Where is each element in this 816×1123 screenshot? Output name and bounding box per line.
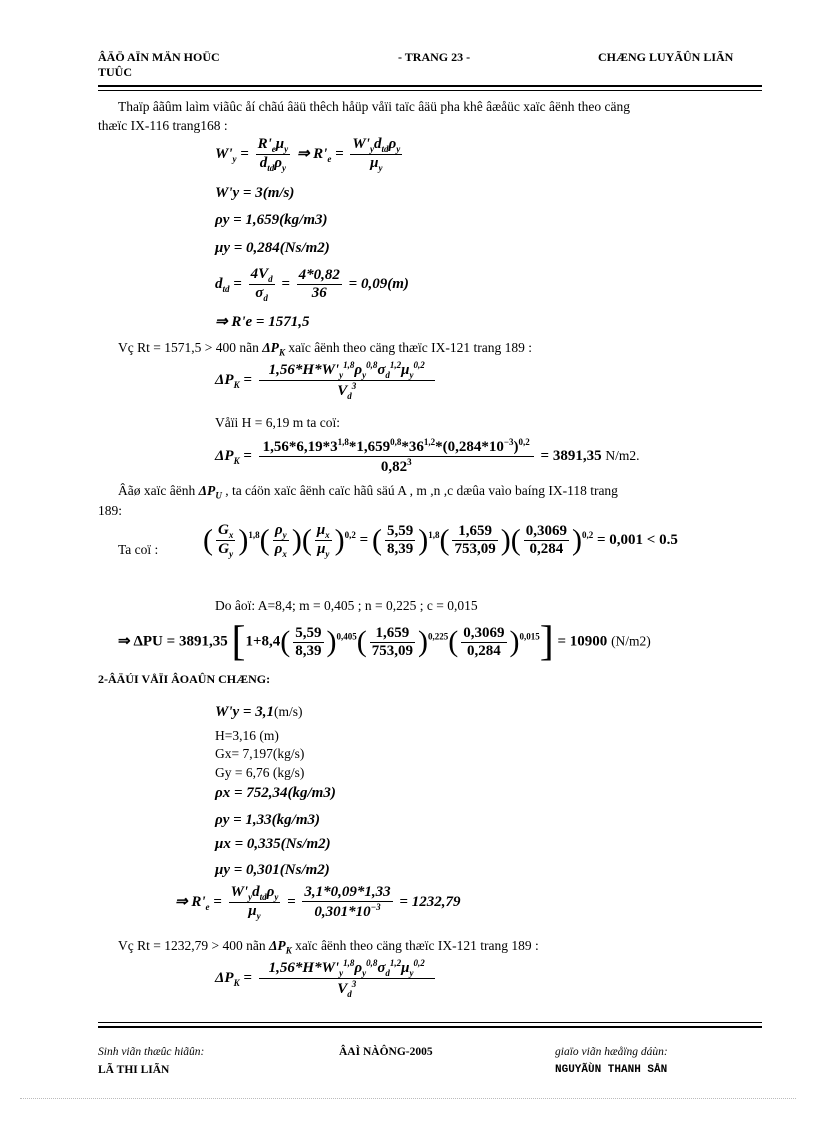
header-page-number: - TRANG 23 - [398, 50, 471, 64]
header-rule-thin [98, 90, 762, 91]
equation-dpu: ⇒ ΔPU = 3891,35 [1+8,4( $\frac{5,59}{8,39}$ )$^{0,405}$( $\frac{1,659}{753,09}$ )$^{0,225}$( $\frac{0,3069}{0,284}$ )$^{0,015}$] = 10900 (N/m2) [118, 619, 651, 665]
paragraph-2-a: Âãø xaïc âënh [118, 483, 196, 498]
equation-dpk-formula-2: $\Delta P_K$ = $\frac{1,56*H*W'_y^{1,8}\rho_y^{0,8}\sigma_d^{1,2}\mu_y^{0,2}}{V_d^3}$ [215, 958, 438, 999]
header-rule [98, 85, 762, 87]
reynolds-check-1: Vç Rt = 1571,5 > 400 nãn $\Delta P_K$ xaïc âënh theo cäng thæïc IX-121 trang 189 : [118, 340, 533, 358]
height-given-1: Våïi H = 6,19 m ta coï: [215, 415, 340, 430]
equation-wy-re: $W'_y$ = $\frac{R'_e\mu_y}{d_{td}\rho_y}$ ⇒ $R'_e$ = $\frac{W'_yd_{td}\rho_y}{\mu_y}$ [215, 136, 401, 173]
reynolds-check-2-text-b: xaïc âënh theo cäng thæïc IX-121 trang 189 : [295, 938, 539, 953]
mux2-value: μx = 0,335(Ns/m2) [215, 836, 331, 852]
we-have-label: Ta coï : [118, 542, 159, 557]
equation-dpu-lhs: ⇒ ΔPU = 3891,35 [118, 633, 228, 650]
paragraph-2-b: , ta cáön xaïc âënh caïc hãû säú A , m ,n ,c dæûa vaìo baíng IX-118 trang [225, 483, 618, 498]
paragraph-1: Thaïp âãûm laìm viãûc åí chãú âäü thêch håüp våïi taïc âäü pha khê âæåüc xaïc âënh theo cäng [118, 99, 631, 114]
header-right: CHÆNG LUYÃÛN LIÃN [598, 50, 734, 64]
equation-dpu-unit: (N/m2) [611, 633, 651, 649]
footer-teacher-label: giaïo viãn hæåïng dáùn: [555, 1046, 668, 1058]
paragraph-2: Âãø xaïc âënh $\Delta P_U$ , ta cáön xaïc âënh caïc hãû säú A , m ,n ,c dæûa vaìo baíng IX-118 trang [118, 483, 618, 501]
equation-ratio-check: ( $\frac{G_x}{G_y}$ )$^{1,8}$( $\frac{\rho_y}{\rho_x}$ )( $\frac{\mu_x}{\mu_y}$ )$^{0,2}$ = ( $\frac{5,59}{8,39}$ )$^{1,8}$( $\frac{1,659}{753,09}$ )( $\frac{0,3069}{0,284}$ )$^{0,2}$ = 0,001 < 0.5 [203, 522, 678, 559]
equation-dpk-result-1: = 3891,35 [540, 447, 602, 464]
equation-dpk-value-1: $\Delta P_K$ = $\frac{1,56*6,19*3^{1,8}*1,659^{0,8}*36^{1,2}*(0,284*10^{-3})^{0,2}}{0,82^3}$ = 3891,35 N/m2. [215, 437, 640, 475]
equation-dtd: $d_{td}$ = $\frac{4V_d}{\sigma_d}$ = $\frac{4*0,82}{36}$ = 0,09(m) [215, 266, 409, 303]
footer-student-label: Sinh viãn thæûc hiãûn: [98, 1046, 205, 1058]
header-left-line2: TUÛC [98, 65, 133, 79]
equation-re2-result: = 1232,79 [399, 893, 461, 910]
equation-rho-value: ρy = 1,659(kg/m3) [215, 212, 328, 228]
header-left-line1: ÂÄÖ AÏN MÄN HOÜC [98, 50, 220, 64]
rhox2-value: ρx = 752,34(kg/m3) [215, 785, 336, 801]
paragraph-1-cont: thæïc IX-116 trang168 : [98, 118, 228, 133]
reynolds-check-1-text: Vç Rt = 1571,5 > 400 nãn [118, 340, 259, 355]
gx2-value: Gx= 7,197(kg/s) [215, 746, 305, 761]
page-bottom-dotted-line [20, 1098, 796, 1099]
equation-re2: ⇒ $R'_e$ = $\frac{W'_yd_{td}\rho_y}{\mu_y}$ = $\frac{3,1*0,09*1,33}{0,301*10^{-3}}$ = 1232,79 [175, 884, 461, 921]
paragraph-2-cont: 189: [98, 503, 123, 518]
equation-dtd-result: = 0,09(m) [348, 275, 409, 292]
reynolds-check-2-text: Vç Rt = 1232,79 > 400 nãn [118, 938, 266, 953]
reynolds-check-1-text-b: xaïc âënh theo cäng thæïc IX-121 trang 189 : [288, 340, 533, 355]
equation-wy-value: W'y = 3(m/s) [215, 185, 295, 201]
footer-rule [98, 1026, 762, 1028]
rhoy2-value: ρy = 1,33(kg/m3) [215, 812, 321, 828]
section-2-heading: 2-ÂÄÚI VÅÏI ÂOAÛN CHÆNG: [98, 672, 271, 686]
equation-re-result: ⇒ R'e = 1571,5 [215, 314, 310, 330]
footer-teacher-name: NGUYÃÙN THANH SÅN [555, 1064, 668, 1076]
equation-dpk-unit-1: N/m2. [605, 447, 640, 463]
footer-right [555, 1046, 668, 1076]
muy2-value: μy = 0,301(Ns/m2) [215, 862, 330, 878]
gy2-value: Gy = 6,76 (kg/s) [215, 765, 305, 780]
footer-center: ÂAÌ NÀÔNG-2005 [339, 1046, 433, 1058]
footer-rule-thin [98, 1022, 762, 1023]
coefficients-text: Do âoï: A=8,4; m = 0,405 ; n = 0,225 ; c = 0,015 [215, 598, 478, 613]
wy2-unit: (m/s) [273, 704, 303, 719]
h2-value: H=3,16 (m) [215, 728, 279, 743]
wy2-line [215, 704, 302, 721]
equation-dpu-result: = 10900 [557, 633, 608, 650]
equation-mu-value: μy = 0,284(Ns/m2) [215, 240, 330, 256]
footer-left [98, 1046, 204, 1076]
reynolds-check-2: Vç Rt = 1232,79 > 400 nãn $\Delta P_K$ xaïc âënh theo cäng thæïc IX-121 trang 189 : [118, 938, 539, 956]
header-left [98, 50, 220, 80]
equation-ratio-result: = 0,001 < 0.5 [596, 531, 678, 548]
wy2-value: W'y = 3,1 [215, 704, 274, 720]
equation-dpk-formula-1: $\Delta P_K$ = $\frac{1,56*H*W'_y^{1,8}\rho_y^{0,8}\sigma_d^{1,2}\mu_y^{0,2}}{V_d^3}$ [215, 360, 438, 401]
footer-student-name: LÃ THI LIÃN [98, 1064, 170, 1076]
